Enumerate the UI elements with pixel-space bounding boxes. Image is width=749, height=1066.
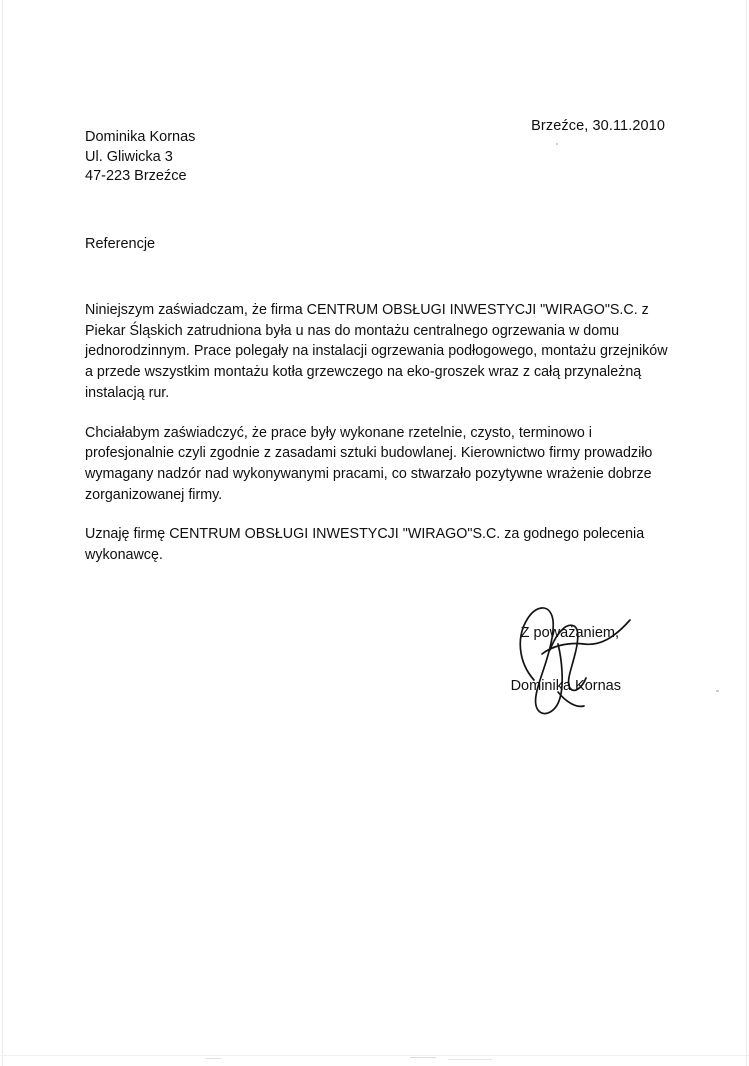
closing-salutation: Z poważaniem, [520,625,619,641]
sender-city: 47-223 Brzeźce [85,168,187,184]
scan-artifact [205,1058,221,1059]
scan-artifact [716,690,719,692]
sender-address-block [85,128,195,187]
date-line: Brzeźce, 30.11.2010 [531,118,665,134]
scan-edge-left [2,0,3,1066]
sender-name: Dominika Kornas [85,129,196,145]
scan-edge-right [746,0,747,1066]
scan-artifact [448,1059,492,1060]
signer-name: Dominika Kornas [510,678,621,694]
document-subject: Referencje [85,236,156,252]
body-paragraph-1: Niniejszym zaświadczam, że firma CENTRUM OBSŁUGI INWESTYCJI "WIRAGO"S.C. z Piekar Śląskich zatrudniona była u nas do montażu centralnego ogrzewania w domu jednorodzinnym. Prace polegały na instalacji ogrzewania podłogowego, montażu grzejników a przede wszystkim montażu kotła grzewczego na eko-groszek wraz z całą przynależną instalacją rur. [85,302,668,401]
document-body [85,300,675,566]
scan-artifact [556,143,558,145]
sender-street: Ul. Gliwicka 3 [85,148,173,165]
body-paragraph-2: Chciałabym zaświadczyć, że prace były wykonane rzetelnie, czysto, terminowo i profesjonalnie czyli zgodnie z zasadami sztuki budowlanej. Kierownictwo firmy prowadziło wymagany nadzór nad wykonywanymi pracami, co stwarzało pozytywne wrażenie dobrze zorganizowanej firmy. [85,424,653,503]
scan-artifact [410,1057,436,1058]
handwritten-signature [488,588,648,728]
scan-edge-bottom [0,1055,749,1056]
body-paragraph-3: Uznaję firmę CENTRUM OBSŁUGI INWESTYCJI "WIRAGO"S.C. za godnego polecenia wykonawcę. [85,526,645,564]
